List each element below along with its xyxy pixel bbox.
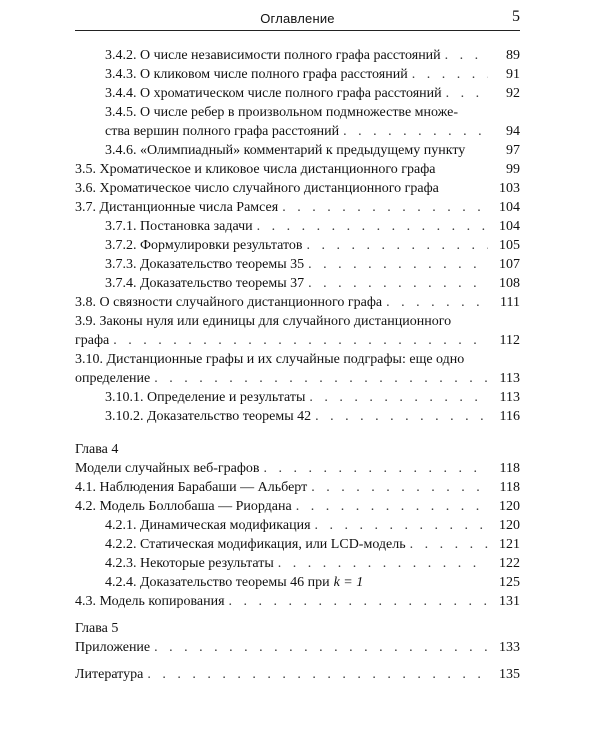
- dot-leader: [147, 665, 488, 684]
- toc-entry-page: 107: [499, 257, 520, 272]
- toc-entry-4-2-1[interactable]: [75, 516, 520, 535]
- toc-entry-4-2-4[interactable]: [75, 573, 520, 592]
- toc-entry-3-9-cont[interactable]: [75, 331, 520, 350]
- toc-entry-page: 108: [499, 276, 520, 291]
- toc-entry-4-1[interactable]: [75, 478, 520, 497]
- toc-entry-chapter-4[interactable]: [75, 459, 520, 478]
- dot-leader: [278, 554, 488, 573]
- toc-entry-page: 92: [506, 86, 520, 101]
- toc-entry-page: 89: [506, 48, 520, 63]
- toc-entry-title: 3.7. Дистанционные числа Рамсея: [75, 200, 279, 215]
- toc-entry-title: Литература: [75, 667, 144, 682]
- toc-entry-4-2-2[interactable]: [75, 535, 520, 554]
- toc-entry-title: 3.4.3. О кликовом числе полного графа расстояний: [105, 67, 408, 82]
- running-title: Оглавление: [260, 11, 335, 26]
- toc-entry-title: 3.5. Хроматическое и кликовое числа дистанционного графа: [75, 162, 436, 177]
- toc-entry-title: Приложение: [75, 640, 151, 655]
- toc-entry-title: 3.4.6. «Олимпиадный» комментарий к предыдущему пункту: [105, 143, 466, 158]
- toc-entry-page: 131: [499, 594, 520, 609]
- toc-entry-title: 3.7.2. Формулировки результатов: [105, 238, 303, 253]
- spacer: [75, 611, 520, 619]
- toc-entry-page: 94: [506, 124, 520, 139]
- toc-entry-3-4-4[interactable]: [75, 84, 520, 103]
- toc-entry-title: 3.9. Законы нуля или единицы для случайного дистанционного: [75, 314, 452, 329]
- toc-entry-title: 4.2.1. Динамическая модификация: [105, 518, 311, 533]
- toc-entry-bibliography[interactable]: [75, 665, 520, 684]
- toc-entry-page: 105: [499, 238, 520, 253]
- toc-entry-3-10-2[interactable]: [75, 407, 520, 426]
- dot-leader: [386, 293, 488, 312]
- toc-entry-3-9[interactable]: [75, 312, 520, 331]
- dot-leader: [315, 407, 488, 426]
- toc-entry-title: 3.10.2. Доказательство теоремы 42: [105, 409, 312, 424]
- toc-entry-3-5[interactable]: [75, 160, 520, 179]
- toc-entry-3-10[interactable]: [75, 350, 520, 369]
- toc-entry-page: 122: [499, 556, 520, 571]
- table-of-contents: [75, 46, 520, 684]
- toc-entry-title: 3.7.1. Постановка задачи: [105, 219, 253, 234]
- dot-leader: [410, 535, 488, 554]
- toc-entry-page: 125: [499, 575, 520, 590]
- dot-leader: [308, 274, 488, 293]
- dot-leader: [154, 638, 488, 657]
- toc-entry-page: 135: [499, 667, 520, 682]
- toc-entry-title: 4.2. Модель Боллобаша — Риордана: [75, 499, 292, 514]
- toc-entry-page: 103: [499, 181, 520, 196]
- dot-leader: [311, 478, 488, 497]
- toc-entry-3-4-5[interactable]: [75, 103, 520, 122]
- toc-entry-page: 99: [506, 162, 520, 177]
- toc-entry-3-10-cont[interactable]: [75, 369, 520, 388]
- toc-entry-3-8[interactable]: [75, 293, 520, 312]
- toc-entry-3-7-3[interactable]: [75, 255, 520, 274]
- toc-entry-title: 3.4.4. О хроматическом числе полного графа расстояний: [105, 86, 442, 101]
- dot-leader: [308, 255, 488, 274]
- toc-entry-title: Модели случайных веб-графов: [75, 461, 260, 476]
- dot-leader: [229, 592, 488, 611]
- dot-leader: [113, 331, 488, 350]
- toc-entry-3-4-3[interactable]: [75, 65, 520, 84]
- toc-entry-page: 133: [499, 640, 520, 655]
- page-number: 5: [512, 8, 520, 25]
- toc-entry-title: 4.3. Модель копирования: [75, 594, 225, 609]
- toc-entry-page: 113: [499, 390, 520, 405]
- toc-entry-title: 4.2.4. Доказательство теоремы 46 при: [105, 575, 330, 590]
- toc-entry-page: 120: [499, 499, 520, 514]
- toc-entry-title: определение: [75, 371, 151, 386]
- toc-entry-3-7[interactable]: [75, 198, 520, 217]
- toc-entry-page: 91: [506, 67, 520, 82]
- toc-entry-4-2-3[interactable]: [75, 554, 520, 573]
- dot-leader: [343, 122, 488, 141]
- chapter-5-label: [75, 619, 520, 638]
- chapter-4-label: [75, 440, 520, 459]
- toc-entry-title: 3.10. Дистанционные графы и их случайные подграфы: еще одно: [75, 352, 465, 367]
- toc-entry-title: 3.8. О связности случайного дистанционного графа: [75, 295, 383, 310]
- dot-leader: [445, 46, 488, 65]
- toc-entry-title: 4.2.3. Некоторые результаты: [105, 556, 274, 571]
- toc-entry-title: 4.2.2. Статическая модификация, или LCD-модель: [105, 537, 406, 552]
- toc-entry-page: 104: [499, 219, 520, 234]
- spacer: [75, 657, 520, 665]
- dot-leader: [412, 65, 488, 84]
- toc-entry-appendix[interactable]: [75, 638, 520, 657]
- toc-entry-page: 111: [500, 295, 520, 310]
- toc-entry-3-7-4[interactable]: [75, 274, 520, 293]
- dot-leader: [315, 516, 488, 535]
- toc-entry-3-6[interactable]: [75, 179, 520, 198]
- toc-entry-title: 3.4.5. О числе ребер в произвольном подмножестве множе-: [105, 105, 459, 120]
- toc-entry-page: 113: [499, 371, 520, 386]
- toc-entry-page: 112: [499, 333, 520, 348]
- spacer: [75, 426, 520, 440]
- dot-leader: [296, 497, 488, 516]
- toc-entry-title: графа: [75, 333, 110, 348]
- dot-leader: [309, 388, 488, 407]
- toc-entry-page: 118: [499, 480, 520, 495]
- toc-entry-title: 3.6. Хроматическое число случайного дистанционного графа: [75, 181, 439, 196]
- toc-entry-page: 104: [499, 200, 520, 215]
- toc-entry-page: 120: [499, 518, 520, 533]
- dot-leader: [446, 84, 488, 103]
- toc-entry-3-10-1[interactable]: [75, 388, 520, 407]
- toc-entry-page: 97: [506, 143, 520, 158]
- toc-entry-3-7-2[interactable]: [75, 236, 520, 255]
- toc-entry-4-2[interactable]: [75, 497, 520, 516]
- chapter-label: Глава 5: [75, 621, 119, 636]
- toc-entry-3-4-6[interactable]: [75, 141, 520, 160]
- toc-entry-3-4-2[interactable]: [75, 46, 520, 65]
- toc-entry-math: k = 1: [333, 575, 364, 590]
- toc-entry-page: 121: [499, 537, 520, 552]
- dot-leader: [154, 369, 488, 388]
- toc-entry-page: 118: [499, 461, 520, 476]
- toc-entry-title: ства вершин полного графа расстояний: [105, 124, 340, 139]
- toc-entry-title: 4.1. Наблюдения Барабаши — Альберт: [75, 480, 308, 495]
- running-head: [75, 8, 520, 28]
- dot-leader: [307, 236, 488, 255]
- dot-leader: [264, 459, 488, 478]
- toc-entry-page: 116: [499, 409, 520, 424]
- toc-entry-title: 3.7.4. Доказательство теоремы 37: [105, 276, 305, 291]
- dot-leader: [257, 217, 488, 236]
- toc-entry-title: 3.10.1. Определение и результаты: [105, 390, 306, 405]
- chapter-label: Глава 4: [75, 442, 119, 457]
- toc-entry-title: 3.7.3. Доказательство теоремы 35: [105, 257, 305, 272]
- toc-entry-3-4-5-cont[interactable]: [75, 122, 520, 141]
- toc-entry-title: 3.4.2. О числе независимости полного графа расстояний: [105, 48, 441, 63]
- toc-entry-4-3[interactable]: [75, 592, 520, 611]
- header-rule: [75, 30, 520, 31]
- dot-leader: [282, 198, 488, 217]
- toc-entry-3-7-1[interactable]: [75, 217, 520, 236]
